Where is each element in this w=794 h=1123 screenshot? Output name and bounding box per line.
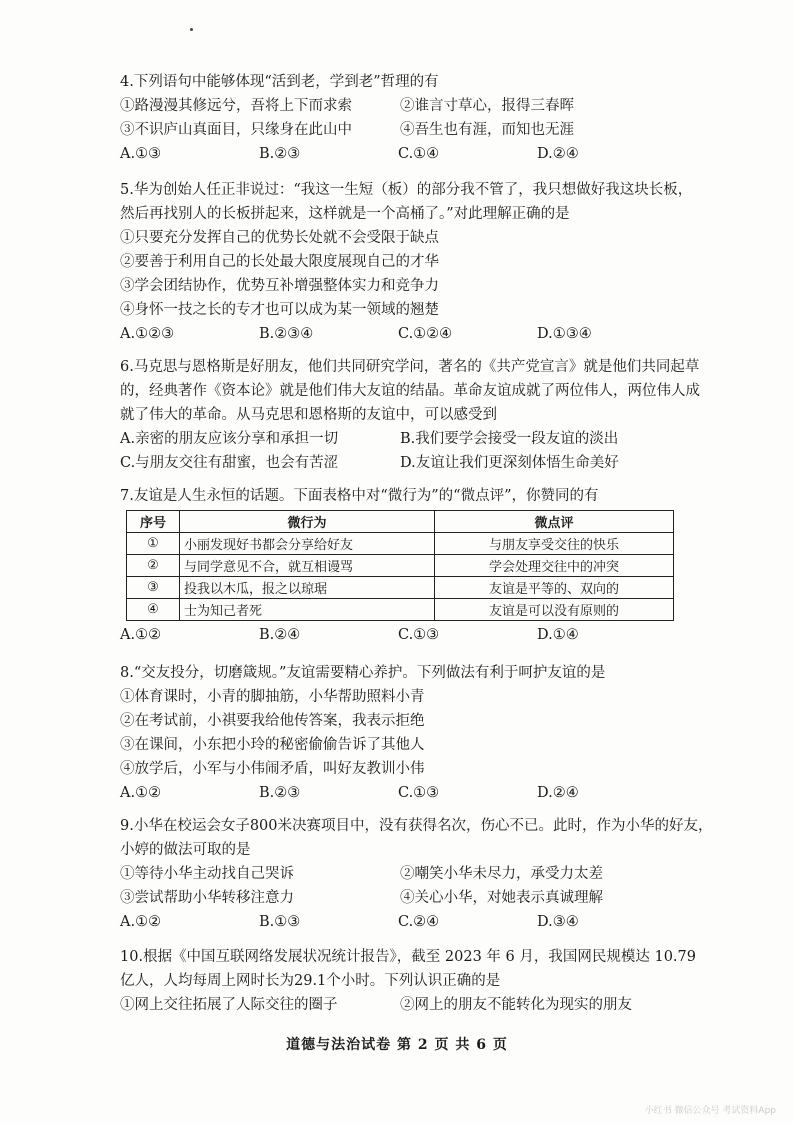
statement-3: ③尝试帮助小华转移注意力 <box>120 890 294 906</box>
table-cell: 投我以木瓜，报之以琼琚 <box>180 577 435 599</box>
table-header-row <box>127 511 674 533</box>
question-stem-cont: 然后再找别人的长板拼起来，这样就是一个高桶了。”对此理解正确的是 <box>120 206 570 222</box>
statement-3: ③不识庐山真面目，只缘身在此山中 <box>120 122 352 138</box>
scan-speck <box>190 28 193 31</box>
question-stem: 10.根据《中国互联网络发展状况统计报告》，截至 2023 年 6 月，我国网民规模达 10.79 <box>120 949 696 965</box>
question-stem: 9.小华在校运会女子800米决赛项目中，没有获得名次，伤心不已。此时，作为小华的好友， <box>120 818 713 834</box>
statement-4: ④关心小华，对她表示真诚理解 <box>400 890 603 906</box>
table-cell: 士为知己者死 <box>180 599 435 621</box>
option-a[interactable]: A.①②③ <box>120 326 175 342</box>
table-cell: ① <box>127 533 180 555</box>
statement-1: ①只要充分发挥自己的优势长处就不会受限于缺点 <box>120 230 439 246</box>
option-c[interactable]: C.①④ <box>398 146 440 162</box>
option-c[interactable]: C.①③ <box>398 785 440 801</box>
statement-4: ④身怀一技之长的专才也可以成为某一领域的翘楚 <box>120 302 439 318</box>
option-b[interactable]: B.①③ <box>259 914 301 930</box>
table-cell: 与同学意见不合，就互相谩骂 <box>180 555 435 577</box>
option-b[interactable]: B.②③ <box>259 785 301 801</box>
question-4 <box>120 70 680 166</box>
page-footer: 道德与法治试卷 第 2 页 共 6 页 <box>286 1037 508 1053</box>
question-6 <box>120 355 700 475</box>
question-stem-cont: 就了伟大的革命。从马克思和恩格斯的友谊中，可以感受到 <box>120 407 497 423</box>
question-stem: 7.友谊是人生永恒的话题。下面表格中对“微行为”的“微点评”，你赞同的有 <box>120 488 599 504</box>
table-cell: 友谊是平等的、双向的 <box>435 577 674 599</box>
question-stem: 8.“交友投分，切磨箴规。”友谊需要精心养护。下列做法有利于呵护友谊的是 <box>120 665 606 681</box>
answer-options <box>120 142 680 166</box>
table-row <box>127 599 674 621</box>
option-b[interactable]: B.②③④ <box>259 326 314 342</box>
question-stem: 6.马克思与恩格斯是好朋友，他们共同研究学问，著名的《共产党宣言》就是他们共同起草 <box>120 359 700 375</box>
table-cell: ④ <box>127 599 180 621</box>
statement-2: ②嘲笑小华未尽力，承受力太差 <box>400 866 603 882</box>
option-c[interactable]: C.①③ <box>398 627 440 643</box>
option-d[interactable]: D.友谊让我们更深刻体悟生命美好 <box>400 455 619 471</box>
question-8 <box>120 661 680 805</box>
option-d[interactable]: D.③④ <box>537 914 579 930</box>
table-cell: ② <box>127 555 180 577</box>
option-d[interactable]: D.②④ <box>537 146 579 162</box>
statement-4: ④吾生也有涯，而知也无涯 <box>400 122 574 138</box>
answer-options <box>120 910 680 934</box>
option-a[interactable]: A.①② <box>120 627 162 643</box>
table-row <box>127 533 674 555</box>
table-cell: 小丽发现好书都会分享给好友 <box>180 533 435 555</box>
statement-4: ④放学后，小军与小伟闹矛盾，叫好友教训小伟 <box>120 761 425 777</box>
statement-1: ①网上交往拓展了人际交往的圈子 <box>120 997 338 1013</box>
table-cell: 学会处理交往中的冲突 <box>435 555 674 577</box>
question-7 <box>120 484 680 647</box>
question-stem-cont: 亿人，人均每周上网时长为29.1个小时。下列认识正确的是 <box>120 973 501 989</box>
option-c[interactable]: C.与朋友交往有甜蜜，也会有苦涩 <box>120 455 339 471</box>
option-b[interactable]: B.我们要学会接受一段友谊的淡出 <box>400 431 619 447</box>
column-header: 微点评 <box>435 511 674 533</box>
column-header: 序号 <box>127 511 180 533</box>
option-a[interactable]: A.①② <box>120 914 162 930</box>
table-cell: 与朋友享受交往的快乐 <box>435 533 674 555</box>
question-5 <box>120 178 693 346</box>
answer-options <box>120 781 680 805</box>
option-d[interactable]: D.②④ <box>537 785 579 801</box>
table-row <box>127 555 674 577</box>
option-b[interactable]: B.②③ <box>259 146 301 162</box>
option-c[interactable]: C.②④ <box>398 914 440 930</box>
statement-1: ①体育课时，小青的脚抽筋，小华帮助照料小青 <box>120 689 425 705</box>
option-b[interactable]: B.②④ <box>259 627 301 643</box>
question-stem-cont: 的，经典著作《资本论》就是他们伟大友谊的结晶。革命友谊成就了两位伟人，两位伟人成 <box>120 383 700 399</box>
statement-3: ③在课间，小东把小玲的秘密偷偷告诉了其他人 <box>120 737 425 753</box>
statement-2: ②网上的朋友不能转化为现实的朋友 <box>400 997 632 1013</box>
watermark: 小红书 微信公众号 考试资料App <box>644 1106 776 1116</box>
option-d[interactable]: D.①③④ <box>537 326 592 342</box>
column-header: 微行为 <box>180 511 435 533</box>
table-cell: 友谊是可以没有原则的 <box>435 599 674 621</box>
question-stem-cont: 小婷的做法可取的是 <box>120 842 251 858</box>
option-d[interactable]: D.①④ <box>537 627 579 643</box>
table-row <box>127 577 674 599</box>
statement-3: ③学会团结协作，优势互补增强整体实力和竞争力 <box>120 278 439 294</box>
option-c[interactable]: C.①②④ <box>398 326 453 342</box>
statement-2: ②在考试前，小祺要我给他传答案，我表示拒绝 <box>120 713 425 729</box>
answer-options <box>120 623 680 647</box>
answer-options <box>120 322 680 346</box>
question-9 <box>120 814 713 934</box>
question-10 <box>120 945 696 1017</box>
statement-2: ②要善于利用自己的长处最大限度展现自己的才华 <box>120 254 439 270</box>
statement-1: ①路漫漫其修远兮，吾将上下而求索 <box>120 98 352 114</box>
option-a[interactable]: A.①③ <box>120 146 162 162</box>
option-a[interactable]: A.亲密的朋友应该分享和承担一切 <box>120 431 339 447</box>
comment-table <box>126 510 674 621</box>
option-a[interactable]: A.①② <box>120 785 162 801</box>
statement-1: ①等待小华主动找自己哭诉 <box>120 866 294 882</box>
table-cell: ③ <box>127 577 180 599</box>
question-stem: 4.下列语句中能够体现“活到老，学到老”哲理的有 <box>120 74 439 90</box>
statement-2: ②谁言寸草心，报得三春晖 <box>400 98 574 114</box>
question-stem: 5.华为创始人任正非说过：“我这一生短（板）的部分我不管了，我只想做好我这块长板， <box>120 182 693 198</box>
